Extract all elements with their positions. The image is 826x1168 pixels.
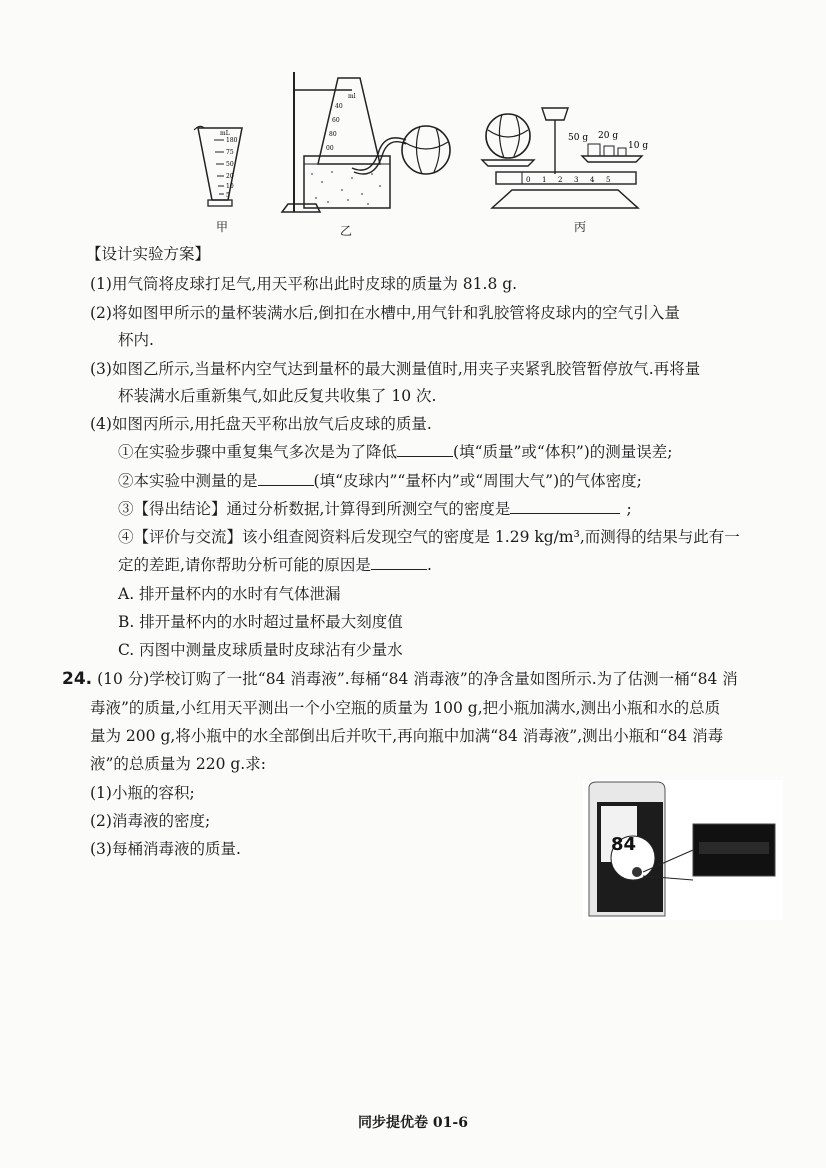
jia-mark-2: 75 — [226, 149, 234, 156]
disinfectant-bottle-photo — [583, 780, 783, 920]
yi-mark-3: 00 — [326, 145, 334, 152]
q23-sub4-text-b: . — [426, 556, 432, 574]
q23-step3-line1: (3)如图乙所示,当量杯内空气达到量杯的最大测量值时,用夹子夹紧乳胶管暂停放气.再将量 — [90, 360, 701, 378]
q23-sub3-answer-blank[interactable] — [510, 499, 620, 514]
q23-sub1-text-b: (填“质量”或“体积”)的测量误差; — [453, 443, 673, 461]
figure-jia-label: 甲 — [216, 220, 229, 234]
q24-part1: (1)小瓶的容积; — [90, 784, 195, 802]
jia-mark-3: 50 — [226, 161, 234, 168]
ruler-2: 2 — [558, 176, 563, 184]
bottle-84-label: 84 — [611, 834, 637, 855]
q23-sub2 — [118, 471, 642, 491]
figure-jia-measuring-cup — [190, 120, 250, 220]
q23-sub4-text-a: 定的差距,请你帮助分析可能的原因是 — [118, 556, 371, 574]
q24-line3: 量为 200 g,将小瓶中的水全部倒出后并吹干,再向瓶中加满“84 消毒液”,测出小瓶和“84 消毒 — [90, 727, 724, 745]
q24-line1-text: (10 分)学校订购了一批“84 消毒液”.每桶“84 消毒液”的净含量如图所示.为了估测一桶“84 消 — [97, 670, 738, 688]
ruler-3: 3 — [574, 176, 579, 184]
yi-mark-4: ml — [348, 93, 356, 100]
q24-line2: 毒液”的质量,小红用天平测出一个小空瓶的质量为 100 g,把小瓶加满水,测出小瓶和水的总质 — [90, 699, 721, 717]
q23-step1: (1)用气筒将皮球打足气,用天平称出此时皮球的质量为 81.8 g. — [90, 275, 518, 293]
q23-sub4-line2 — [118, 555, 432, 575]
q23-step3-line2: 杯装满水后重新集气,如此反复共收集了 10 次. — [118, 387, 437, 405]
q24-part2: (2)消毒液的密度; — [90, 812, 211, 830]
q23-sub4-line1: ④【评价与交流】该小组查阅资料后发现空气的密度是 1.29 kg/m³,而测得的结果与此有一 — [118, 528, 740, 546]
q23-sub2-text-a: ②本实验中测量的是 — [118, 472, 258, 490]
q23-sub2-answer-blank[interactable] — [258, 471, 314, 486]
jia-mark-5: 10 — [226, 183, 234, 190]
q24-line1 — [62, 669, 738, 689]
weight-20g: 20 g — [598, 131, 619, 141]
q23-sub4-answer-blank[interactable] — [371, 555, 427, 570]
q24-number: 24. — [62, 669, 93, 689]
weight-10g: 10 g — [628, 141, 649, 151]
figure-bing-balance — [472, 96, 658, 216]
ruler-5: 5 — [606, 176, 611, 184]
jia-mark-1: 180 — [226, 137, 238, 144]
q23-step2-line2: 杯内. — [118, 331, 154, 349]
q23-sub2-text-b: (填“皮球内”“量杯内”或“周围大气”)的气体密度; — [313, 472, 642, 490]
q23-option-b: B. 排开量杯内的水时超过量杯最大刻度值 — [118, 613, 403, 631]
page-footer: 同步提优卷 01-6 — [358, 1115, 468, 1131]
yi-mark-1: 60 — [332, 117, 340, 124]
yi-mark-2: 80 — [329, 131, 337, 138]
q23-sub3-text-a: ③【得出结论】通过分析数据,计算得到所测空气的密度是 — [118, 500, 511, 518]
q23-sub1-text-a: ①在实验步骤中重复集气多次是为了降低 — [118, 443, 398, 461]
yi-mark-0: 40 — [335, 103, 343, 110]
jia-mark-6: 5 — [226, 192, 230, 199]
q23-sub1 — [118, 442, 673, 462]
ruler-1: 1 — [542, 176, 547, 184]
design-section-title: 【设计实验方案】 — [86, 245, 211, 263]
q24-line4: 液”的总质量为 220 g.求: — [90, 755, 266, 773]
jia-mark-4: 20 — [226, 173, 234, 180]
figure-yi-apparatus — [280, 64, 455, 224]
figure-bing-label: 丙 — [574, 220, 587, 234]
q23-option-a: A. 排开量杯内的水时有气体泄漏 — [118, 585, 341, 603]
figure-yi-label: 乙 — [340, 224, 353, 238]
q23-step2-line1: (2)将如图甲所示的量杯装满水后,倒扣在水槽中,用气针和乳胶管将皮球内的空气引入量 — [90, 304, 680, 322]
q23-step4: (4)如图丙所示,用托盘天平称出放气后皮球的质量. — [90, 415, 432, 433]
q23-sub1-answer-blank[interactable] — [397, 442, 453, 457]
weight-50g: 50 g — [568, 133, 589, 143]
q23-sub3-text-b: ; — [626, 500, 632, 518]
jia-mark-0: mL — [220, 130, 230, 137]
ruler-4: 4 — [590, 176, 595, 184]
ruler-0: 0 — [526, 176, 531, 184]
q24-part3: (3)每桶消毒液的质量. — [90, 840, 241, 858]
q23-option-c: C. 丙图中测量皮球质量时皮球沾有少量水 — [118, 641, 403, 659]
q23-sub3 — [118, 499, 632, 519]
